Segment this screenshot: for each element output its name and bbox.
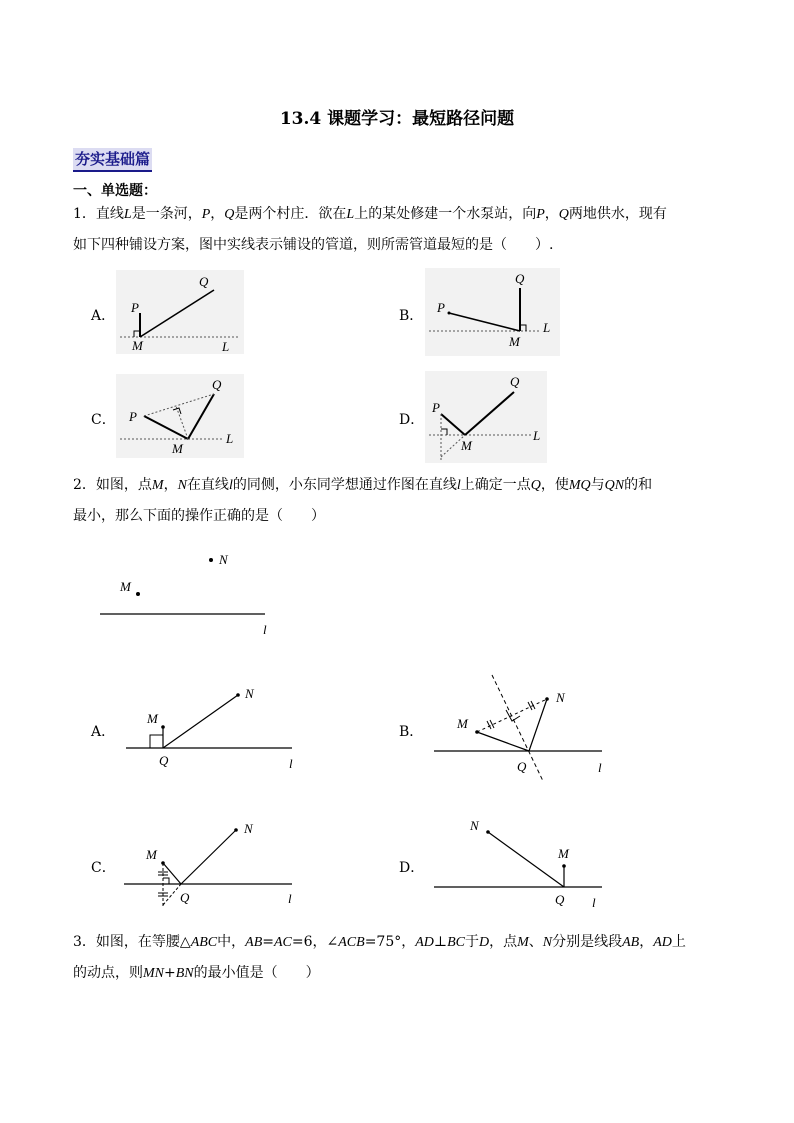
label-n: N [245, 686, 254, 701]
section-heading: 一、单选题： [73, 183, 157, 199]
label-p: P [131, 300, 139, 315]
q1-option-d-label: D． [399, 412, 425, 428]
q1-figure-d [425, 371, 547, 463]
label-m: M [461, 438, 472, 453]
q2-option-a-label: A． [91, 724, 116, 740]
label-l: L [543, 320, 551, 335]
q2-option-d-label: D． [399, 860, 425, 876]
q2-figure-d [430, 810, 620, 914]
label-p: P [437, 300, 445, 315]
label-m: M [172, 441, 183, 456]
label-n: N [556, 690, 565, 705]
label-m: M [558, 846, 569, 861]
label-m: M [146, 847, 157, 862]
q1-option-b-label: B． [399, 308, 424, 324]
q3-line1: 3．如图，在等腰△ABC中，AB=AC=6，∠ACB=75°，AD⊥BC于D，点M、N分别是线段AB，AD上 [73, 934, 686, 950]
label-l: L [222, 339, 230, 354]
section-badge: 夯实基础篇 [73, 148, 152, 172]
q2-option-c-label: C． [91, 860, 116, 876]
q2-figure-c [120, 818, 310, 914]
q2-figure-a [120, 683, 310, 775]
q1-figure-c [116, 374, 244, 458]
label-q: Q [159, 753, 169, 768]
q1-figure-a [116, 270, 244, 354]
q2-figure-b [430, 673, 620, 785]
label-q: Q [517, 759, 527, 774]
label-q: Q [212, 377, 222, 392]
page-title: 13.4 课题学习：最短路径问题 [279, 109, 515, 129]
label-l: L [226, 431, 234, 446]
label-q: Q [555, 892, 565, 907]
label-l: l [592, 895, 596, 910]
label-n: N [470, 818, 479, 833]
label-m: M [509, 334, 520, 349]
label-q: Q [180, 890, 190, 905]
q2-main-figure [95, 548, 285, 640]
label-p: P [432, 400, 440, 415]
q1-line2: 如下四种铺设方案，图中实线表示铺设的管道，则所需管道最短的是（ ）. [73, 237, 554, 253]
q2-line1: 2．如图，点M，N在直线l的同侧，小东同学想通过作图在直线l上确定一点Q，使MQ与QN的和 [73, 477, 653, 493]
label-q: Q [515, 271, 525, 286]
label-q: Q [199, 274, 209, 289]
q2-option-b-label: B． [399, 724, 424, 740]
label-l: l [263, 622, 267, 637]
q1-line1: 1．直线L是一条河，P，Q是两个村庄．欲在L上的某处修建一个水泵站，向P，Q两地供水，现有 [73, 206, 667, 222]
label-m: M [457, 716, 468, 731]
q1-option-c-label: C． [91, 412, 116, 428]
label-m: M [132, 338, 143, 353]
q2-line2: 最小，那么下面的操作正确的是（ ） [73, 508, 325, 524]
q3-line2: 的动点，则MN+BN的最小值是（ ） [73, 965, 320, 981]
label-l: l [288, 891, 292, 906]
label-m: M [120, 579, 131, 594]
label-q: Q [510, 374, 520, 389]
q1-figure-b [425, 268, 560, 356]
label-m: M [147, 711, 158, 726]
label-p: P [129, 409, 137, 424]
label-n: N [244, 821, 253, 836]
label-l: L [533, 428, 541, 443]
label-n: N [219, 552, 228, 567]
label-l: l [598, 760, 602, 775]
q1-option-a-label: A． [91, 308, 116, 324]
label-l: l [289, 756, 293, 771]
